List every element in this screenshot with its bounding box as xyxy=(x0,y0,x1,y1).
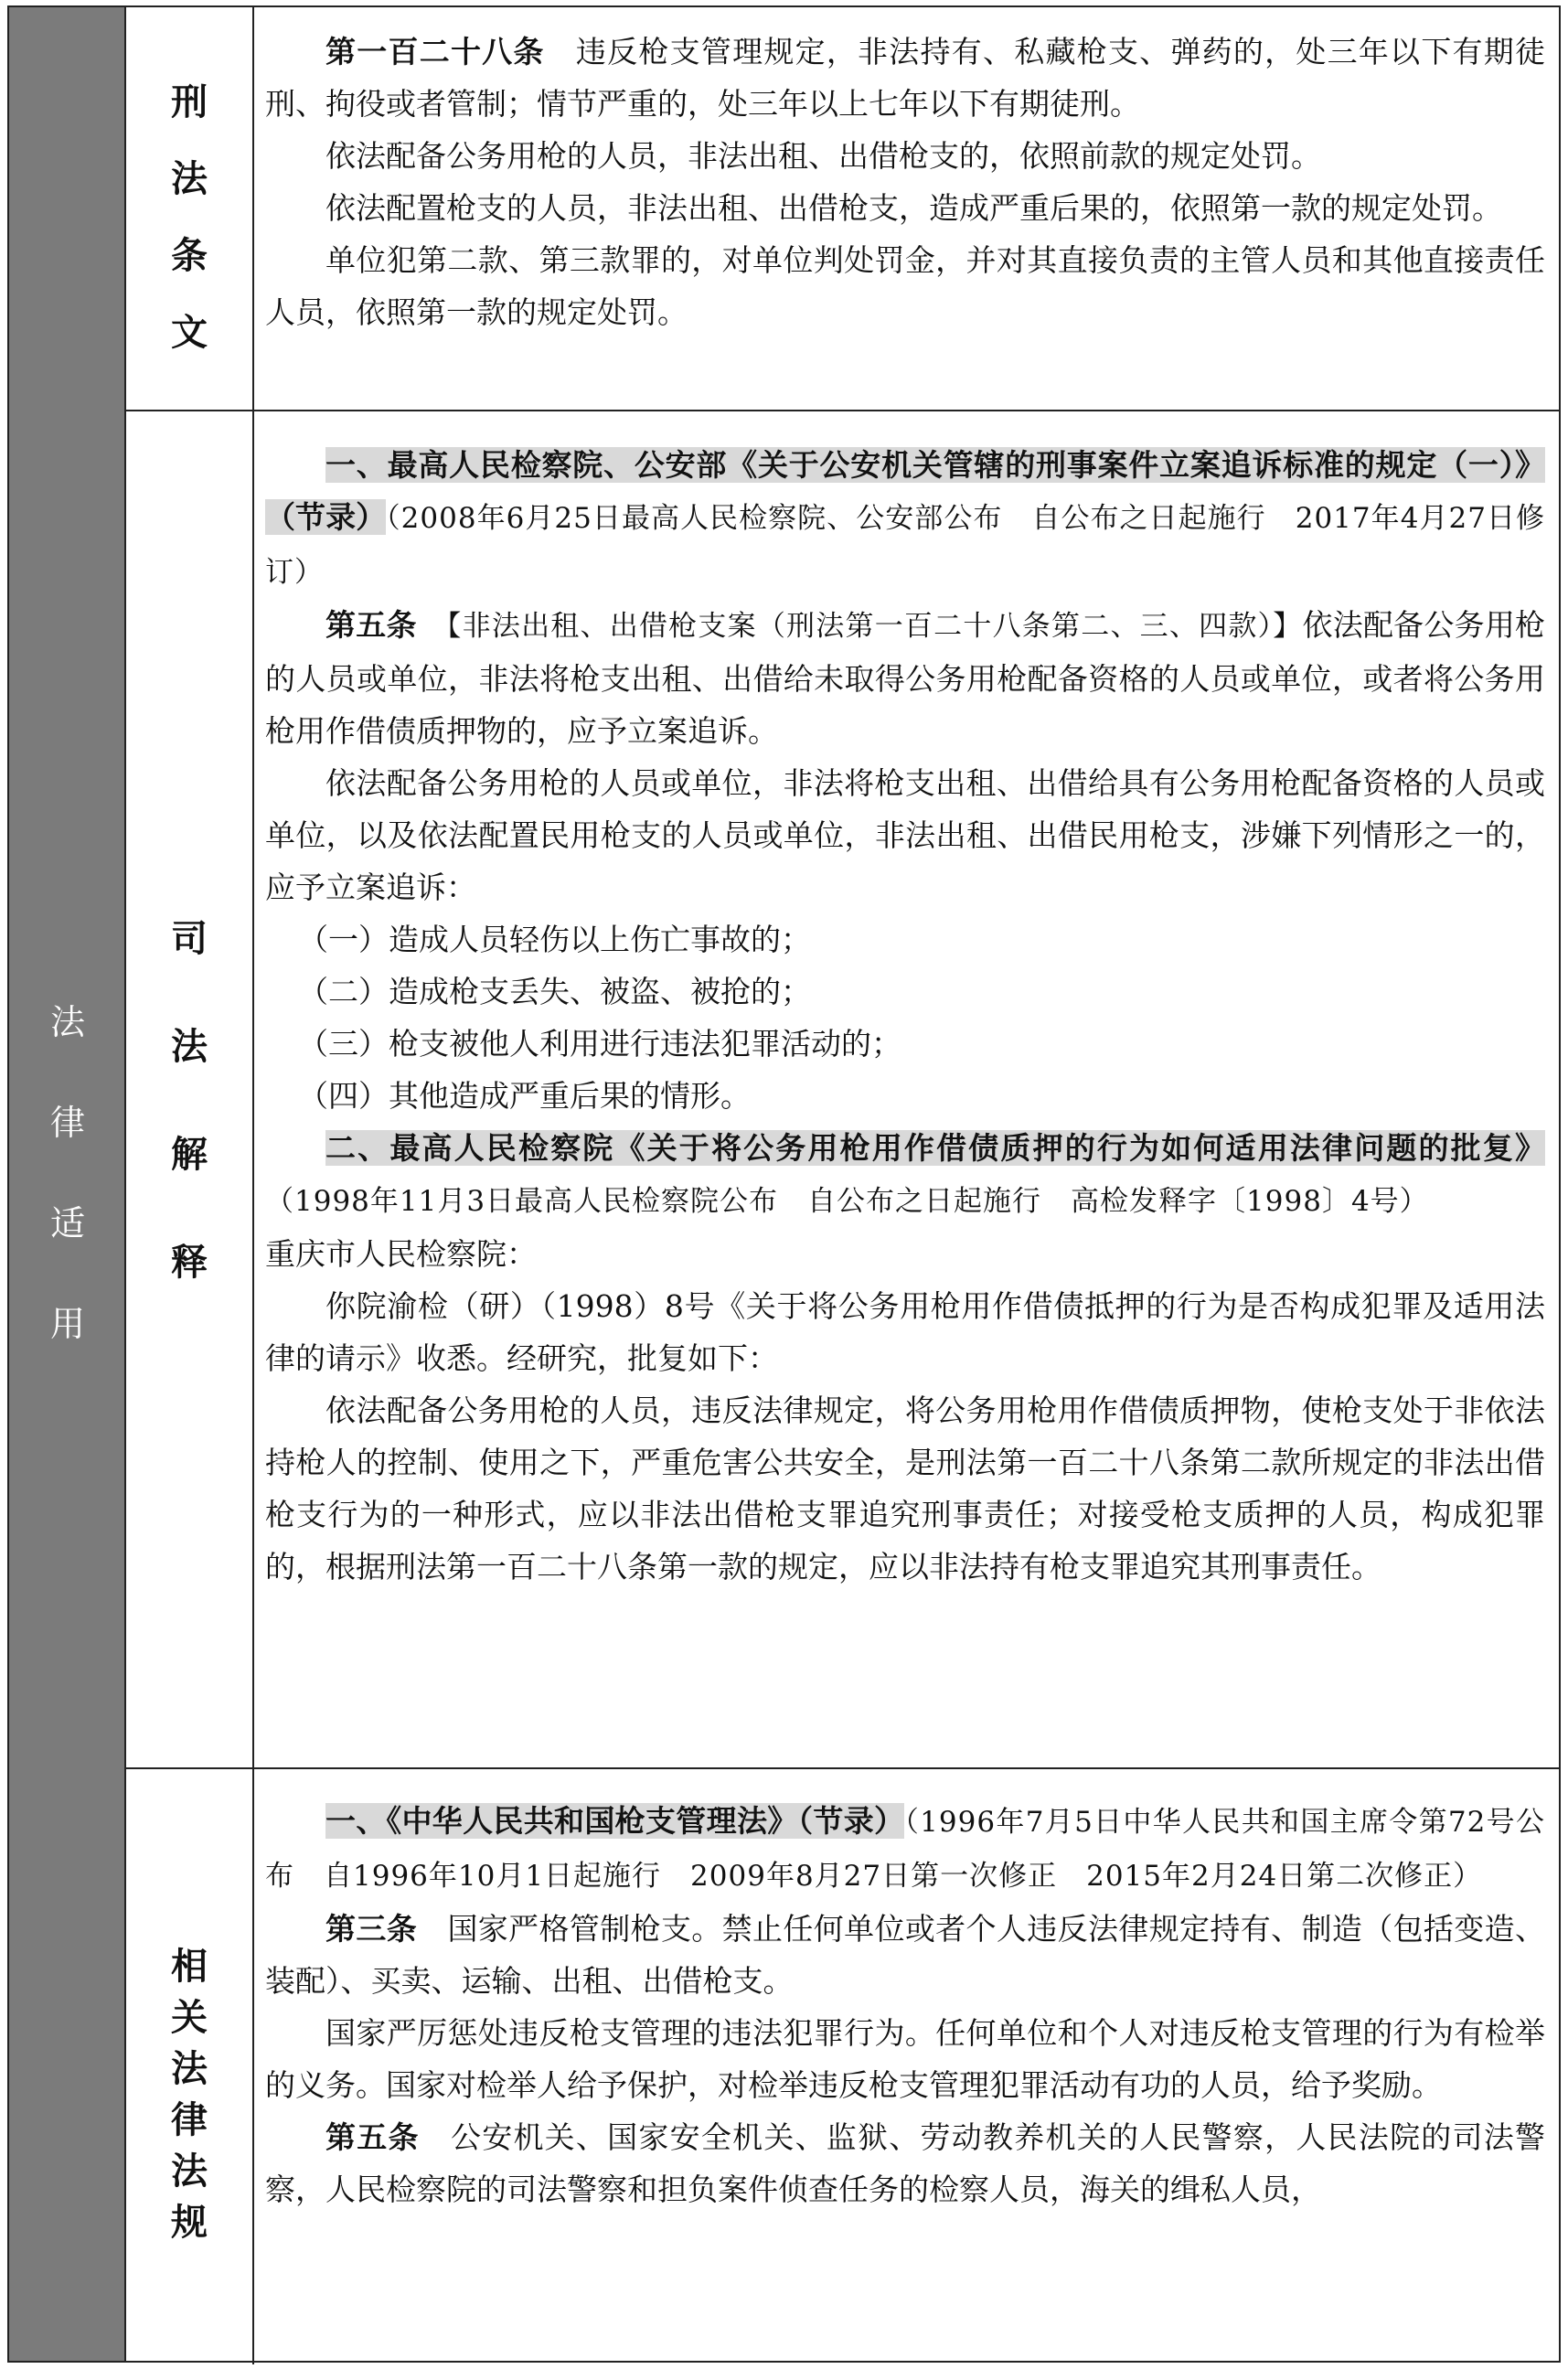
article-paragraph: 依法配备公务用枪的人员，非法出租、出借枪支的，依照前款的规定处罚。 xyxy=(325,138,1321,174)
list-item: （四）其他造成严重后果的情形。 xyxy=(298,1078,751,1114)
article-paragraph: 第一百二十八条 违反枪支管理规定，非法持有、私藏枪支、弹药的，处三年以下有期徒刑、拘役或者管制；情节严重的，处三年以上七年以下有期徒刑。 xyxy=(265,34,1546,122)
section-content-related-laws xyxy=(265,1795,1545,2215)
article-paragraph: 第三条 国家严格管制枪支。禁止任何单位或者个人违反法律规定持有、制造（包括变造、装配）、买卖、运输、出租、出借枪支。 xyxy=(265,1911,1546,1999)
article-paragraph: 依法配备公务用枪的人员或单位，非法将枪支出租、出借给具有公务用枪配备资格的人员或单位，以及依法配置民用枪支的人员或单位，非法出租、出借民用枪支，涉嫌下列情形之一的，应予立案追诉： xyxy=(265,765,1545,905)
section-label-cell xyxy=(126,7,254,410)
list-item: （一）造成人员轻伤以上伤亡事故的； xyxy=(298,922,811,957)
article-paragraph: 第五条 公安机关、国家安全机关、监狱、劳动教养机关的人民警察，人民法院的司法警察，人民检察院的司法警察和担负案件侦查任务的检察人员，海关的缉私人员， xyxy=(265,2119,1546,2207)
document-heading: 一、《中华人民共和国枪支管理法》（节录）（1996年7月5日中华人民共和国主席令第72号公布 自1996年10月1日起施行 2009年8月27日第一次修正 2015年2月24日第二次修正） xyxy=(265,1803,1545,1893)
section-label-cell xyxy=(126,1767,254,2364)
article-paragraph: 单位犯第二款、第三款罪的，对单位判处罚金，并对其直接负责的主管人员和其他直接责任人员，依照第一款的规定处罚。 xyxy=(265,242,1545,330)
section-label: 司 法 解 释 xyxy=(171,918,208,1284)
outer-category-column xyxy=(9,7,126,2361)
list-item: （二）造成枪支丢失、被盗、被抢的； xyxy=(298,974,811,1009)
law-table xyxy=(7,5,1561,2363)
article-paragraph: 依法配备公务用枪的人员，违反法律规定，将公务用枪用作借债质押物，使枪支处于非依法持枪人的控制、使用之下，严重危害公共安全，是刑法第一百二十八条第二款所规定的非法出借枪支行为的一种形式，应以非法出借枪支罪追究刑事责任；对接受枪支质押的人员，构成犯罪的，根据刑法第一百二十八条第一款的规定，应以非法持有枪支罪追究其刑事责任。 xyxy=(265,1393,1545,1585)
section-label: 刑 法 条 文 xyxy=(171,81,208,354)
section-label-cell xyxy=(126,410,254,1767)
document-heading: 二、最高人民检察院《关于将公务用枪用作借债质押的行为如何适用法律问题的批复》（1998年11月3日最高人民检察院公布 自公布之日起施行 高检发释字〔1998〕4号） xyxy=(265,1130,1545,1218)
article-paragraph: 国家严厉惩处违反枪支管理的违法犯罪行为。任何单位和个人对违反枪支管理的行为有检举的义务。国家对检举人给予保护，对检举违反枪支管理犯罪活动有功的人员，给予奖励。 xyxy=(265,2015,1545,2103)
section-content-judicial-interpretation xyxy=(265,439,1545,1593)
row-divider xyxy=(126,410,1559,411)
article-paragraph: 第五条 【非法出租、出借枪支案（刑法第一百二十八条第二、三、四款）】依法配备公务用枪的人员或单位，非法将枪支出租、出借给未取得公务用枪配备资格的人员或单位，或者将公务用枪用作借债质押物的，应予立案追诉。 xyxy=(265,607,1546,749)
outer-category-label: 法 律 适 用 xyxy=(49,1002,85,1344)
row-divider xyxy=(126,1767,1559,1769)
list-item: （三）枪支被他人利用进行违法犯罪活动的； xyxy=(298,1026,901,1062)
addressee: 重庆市人民检察院： xyxy=(265,1236,537,1272)
article-paragraph: 依法配置枪支的人员，非法出租、出借枪支，造成严重后果的，依照第一款的规定处罚。 xyxy=(325,190,1502,226)
section-content-criminal-law xyxy=(265,26,1545,338)
document-heading: 一、最高人民检察院、公安部《关于公安机关管辖的刑事案件立案追诉标准的规定（一）》（节录）（2008年6月25日最高人民检察院、公安部公布 自公布之日起施行 2017年4月27日修订） xyxy=(265,447,1545,589)
section-label: 相 关 法 律 法 规 xyxy=(171,1946,208,2244)
article-paragraph: 你院渝检（研）（1998）8号《关于将公务用枪用作借债抵押的行为是否构成犯罪及适用法律的请示》收悉。经研究，批复如下： xyxy=(265,1288,1545,1376)
